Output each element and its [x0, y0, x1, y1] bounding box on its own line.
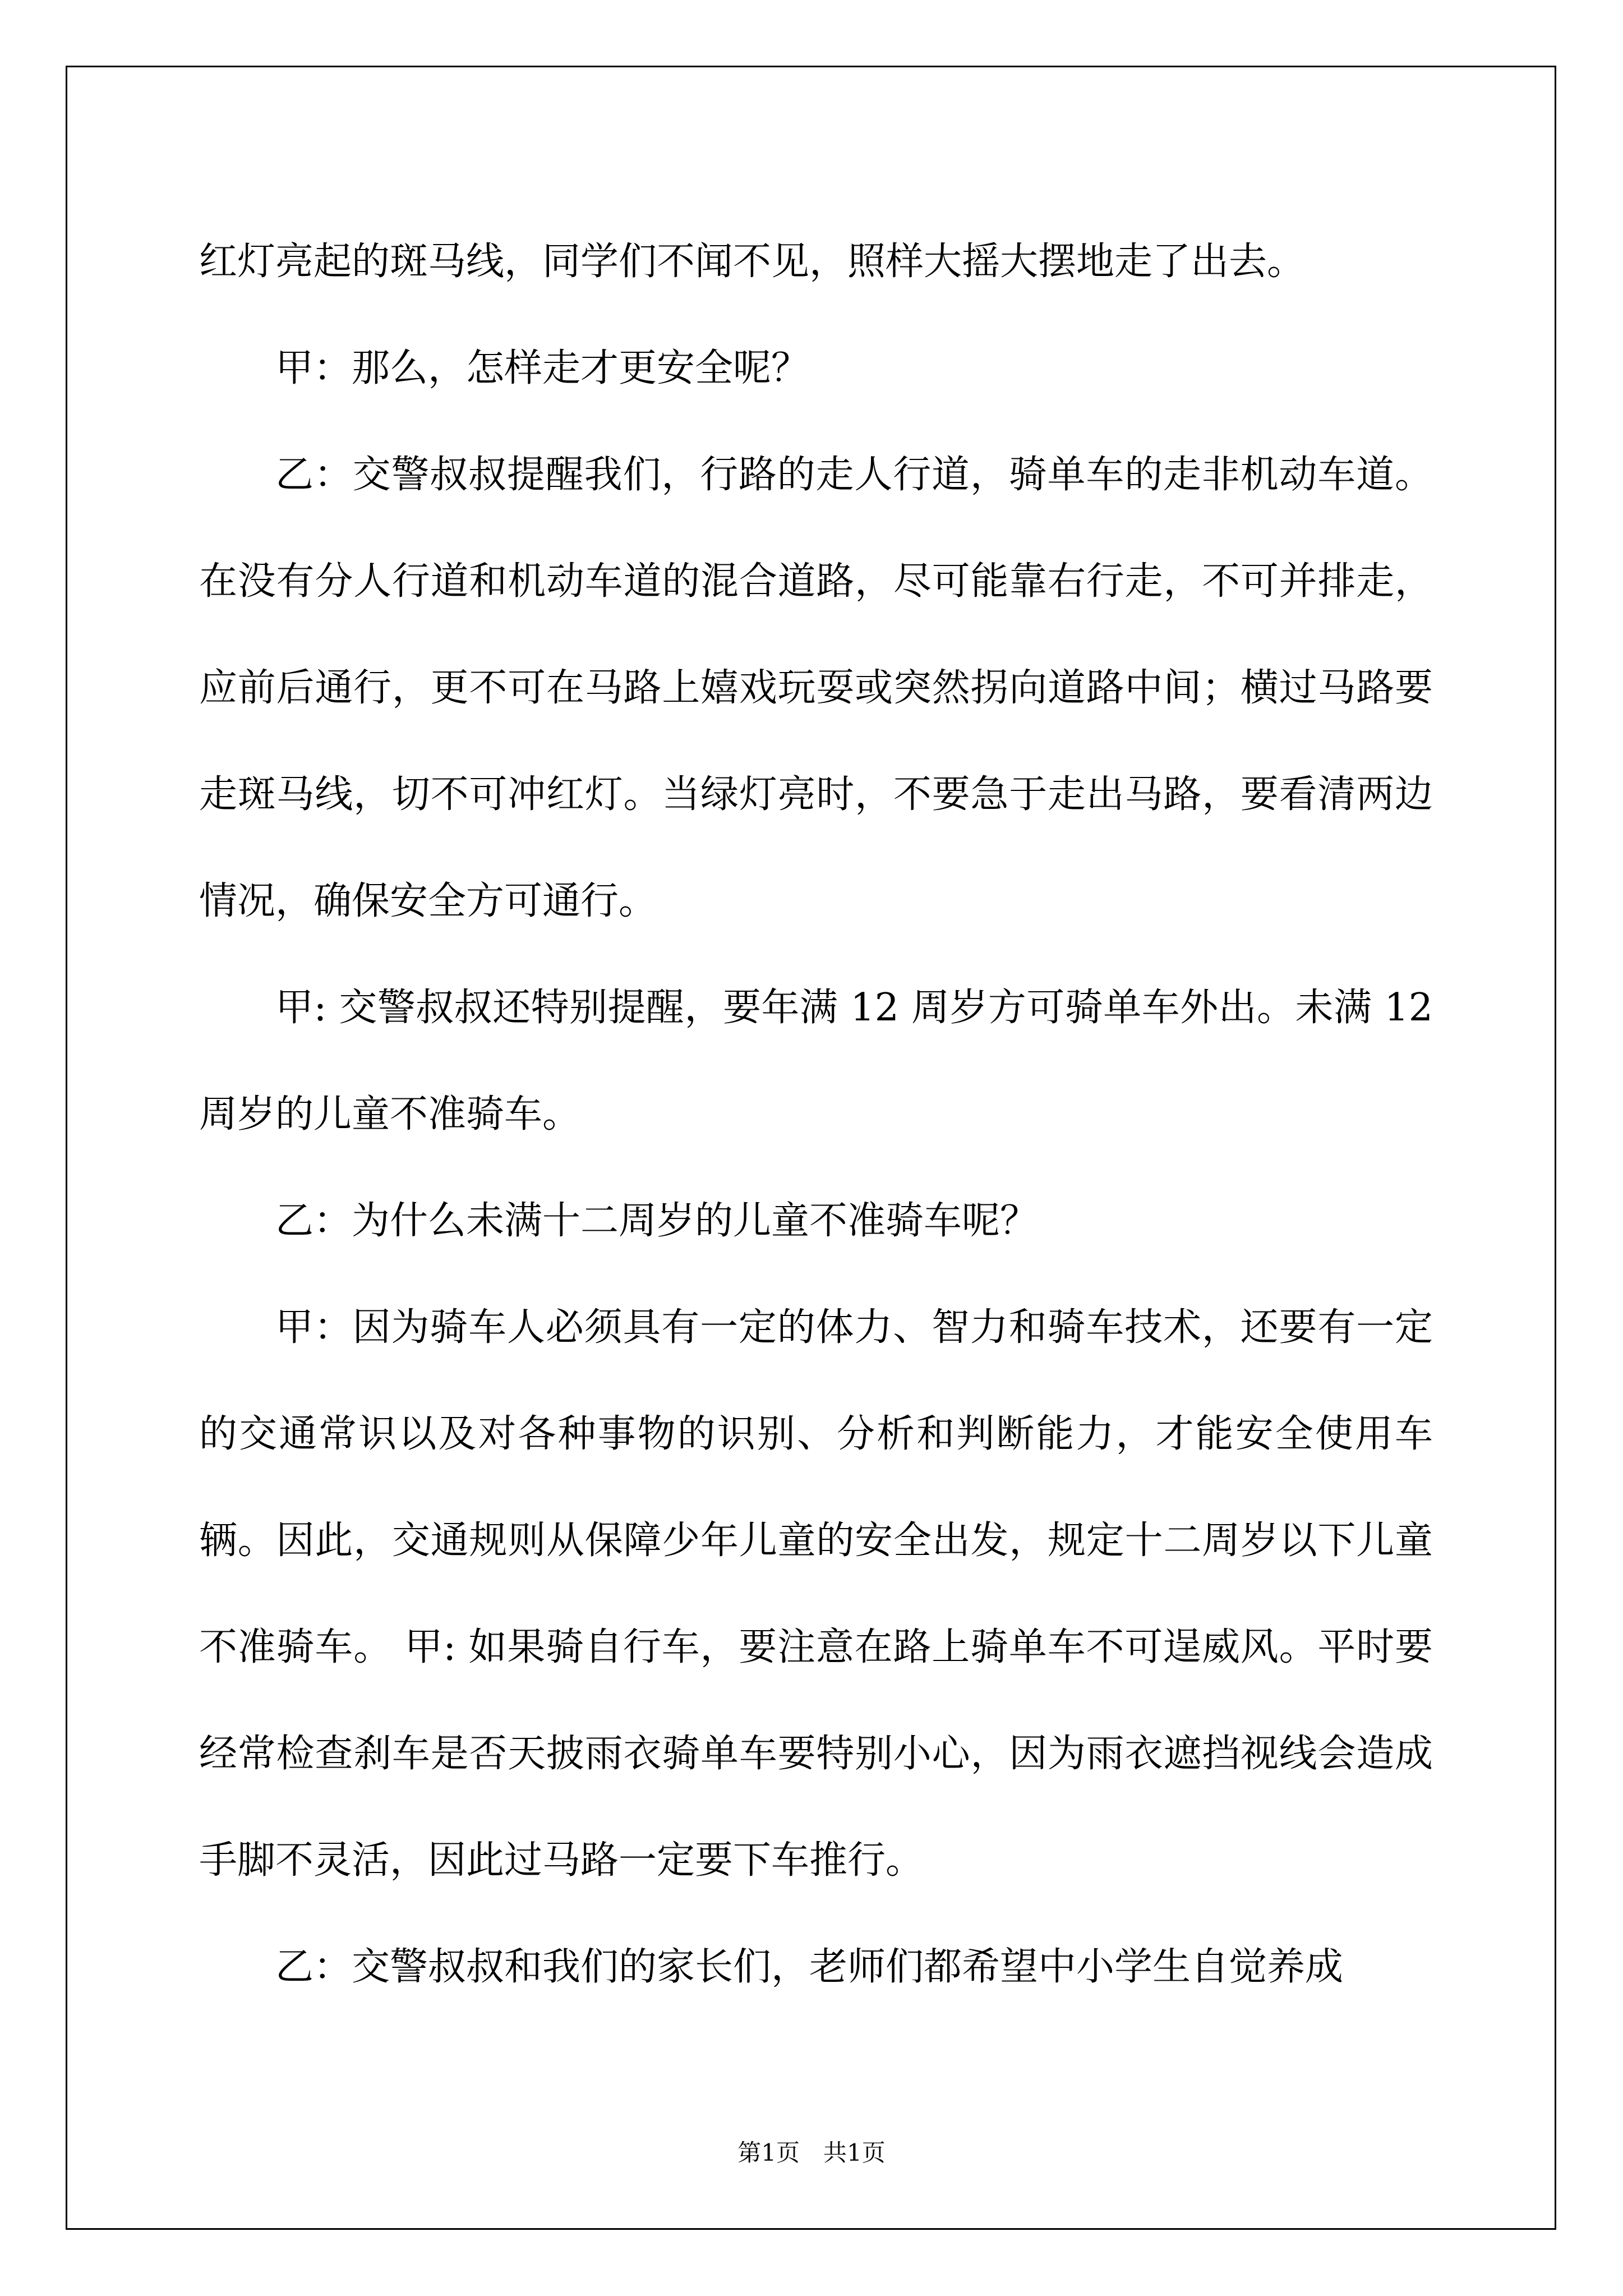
paragraph-6: 甲：因为骑车人必须具有一定的体力、智力和骑车技术，还要有一定的交通常识以及对各种事物的识别、分析和判断能力，才能安全使用车辆。因此，交通规则从保障少年儿童的安全出发，规定十二周岁以下儿童不准骑车。 甲: 如果骑自行车，要注意在路上骑单车不可逞威风。平时要经常检查刹车是否天披雨衣骑单车要特别小心，因为雨衣遮挡视线会造成手脚不灵活，因此过马路一定要下车推行。 — [199, 1305, 1433, 1883]
document-body — [199, 209, 1433, 2021]
paragraph-3: 乙：交警叔叔提醒我们，行路的走人行道，骑单车的走非机动车道。在没有分人行道和机动车道的混合道路，尽可能靠右行走，不可并排走，应前后通行，更不可在马路上嬉戏玩耍或突然拐向道路中间；横过马路要走斑马线，切不可冲红灯。当绿灯亮时，不要急于走出马路，要看清两边情况，确保安全方可通行。 — [199, 453, 1433, 923]
paragraph-4: 甲: 交警叔叔还特别提醒，要年满 12 周岁方可骑单车外出。未满 12 周岁的儿童不准骑车。 — [199, 986, 1433, 1137]
page-footer: 第1页 共1页 — [737, 2139, 886, 2166]
paragraph-5: 乙：为什么未满十二周岁的儿童不准骑车呢？ — [275, 1199, 1039, 1243]
paragraph-2: 甲：那么，怎样走才更安全呢？ — [275, 346, 810, 390]
paragraph-1: 红灯亮起的斑马线，同学们不闻不见，照样大摇大摆地走了出去。 — [199, 240, 1306, 284]
paragraph-7: 乙：交警叔叔和我们的家长们，老师们都希望中小学生自觉养成 — [275, 1945, 1344, 1989]
